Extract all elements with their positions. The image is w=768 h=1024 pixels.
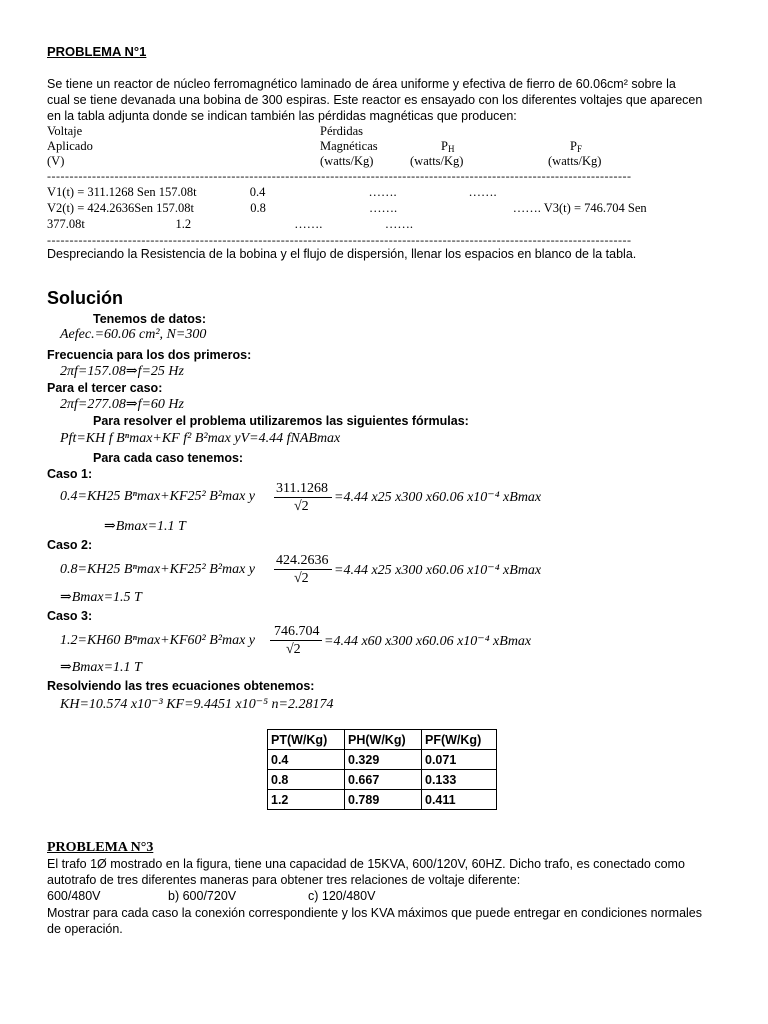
hdr-aplicado: Aplicado — [47, 139, 93, 153]
caso3-fraction-bar — [270, 640, 322, 641]
table-cell: 0.667 — [345, 770, 422, 790]
caso1-numerator: 311.1268 — [276, 481, 328, 496]
freq1-label: Frecuencia para los dos primeros: — [47, 348, 252, 362]
table-divider-top: ---------------------------------------------------------------------------------------------------------------------------------- — [47, 169, 632, 183]
caso2-denominator: √2 — [294, 571, 309, 586]
hdr-voltaje: Voltaje — [47, 124, 83, 138]
solution-title: Solución — [47, 288, 123, 308]
table-cell: 0.4 — [268, 750, 345, 770]
table-header-row — [268, 730, 497, 750]
problem3-line4: de operación. — [47, 922, 123, 936]
caso3-numerator: 746.704 — [274, 624, 320, 639]
table-row — [268, 750, 497, 770]
caso2-numerator: 424.2636 — [276, 553, 329, 568]
problem3-title: PROBLEMA N°3 — [47, 840, 154, 855]
caso3-label: Caso 3: — [47, 609, 93, 623]
table-cell: 0.329 — [345, 750, 422, 770]
hdr-perdidas: Pérdidas — [320, 124, 364, 138]
caso1-eq-right: =4.44 x25 x300 x60.06 x10⁻⁴ xBmax — [334, 490, 542, 505]
table-cell: 0.133 — [422, 770, 497, 790]
table-row — [268, 790, 497, 810]
table-header-pt: PT(W/Kg) — [268, 730, 345, 750]
table-cell: 0.789 — [345, 790, 422, 810]
hdr-unit-ph: (watts/Kg) — [410, 154, 464, 168]
caso1-denominator: √2 — [294, 499, 309, 514]
hdr-pf: PF — [570, 139, 582, 154]
caso3-denominator: √2 — [286, 642, 301, 657]
caso1-label: Caso 1: — [47, 467, 93, 481]
formula-equation: Pft=KH f Bⁿmax+KF f² B²max yV=4.44 fNABmax — [60, 431, 341, 446]
problem1-intro-line2: cual se tiene devanada una bobina de 300 espiras. Este reactor es ensayado con los diferentes voltajes que aparecen — [47, 93, 703, 107]
problem3-line1: El trafo 1Ø mostrado en la figura, tiene una capacidad de 15KVA, 600/120V, 60HZ. Dicho trafo, es conectado como — [47, 857, 685, 871]
formulas-label: Para resolver el problema utilizaremos las siguientes fórmulas: — [93, 414, 469, 428]
caso2-fraction-bar — [274, 569, 332, 570]
caso1-eq-left: 0.4=KH25 Bⁿmax+KF25² B²max y — [60, 489, 256, 504]
freq2-label: Para el tercer caso: — [47, 381, 163, 395]
freq1-equation: 2πf=157.08⇒f=25 Hz — [60, 364, 184, 379]
hdr-ph: PH — [441, 139, 455, 154]
table-divider-bottom: ---------------------------------------------------------------------------------------------------------------------------------- — [47, 233, 632, 247]
problem3-line2: autotrafo de tres diferentes maneras para obtener tres relaciones de voltaje diferente: — [47, 873, 521, 887]
hdr-unit-pf: (watts/Kg) — [548, 154, 602, 168]
table-row-2: V2(t) = 424.2636Sen 157.08t 0.8 ……. ……. V3(t) = 746.704 Sen — [47, 201, 647, 215]
table-row-3: 377.08t 1.2 ……. ……. — [47, 217, 413, 231]
caso2-label: Caso 2: — [47, 538, 93, 552]
caso2-eq-right: =4.44 x25 x300 x60.06 x10⁻⁴ xBmax — [334, 563, 542, 578]
table-cell: 0.8 — [268, 770, 345, 790]
problem1-intro-line3: en la tabla adjunta donde se indican también las pérdidas magnéticas que producen: — [47, 109, 517, 123]
problem1-title: PROBLEMA N°1 — [47, 44, 147, 59]
problem3-line3: Mostrar para cada caso la conexión correspondiente y los KVA máximos que puede entregar en condiciones normales — [47, 906, 702, 920]
caso3-eq-right: =4.44 x60 x300 x60.06 x10⁻⁴ xBmax — [324, 634, 532, 649]
caso2-eq-left: 0.8=KH25 Bⁿmax+KF25² B²max y — [60, 562, 256, 577]
table-cell: 0.071 — [422, 750, 497, 770]
table-cell: 1.2 — [268, 790, 345, 810]
table-header-ph: PH(W/Kg) — [345, 730, 422, 750]
table-row-1: V1(t) = 311.1268 Sen 157.08t 0.4 ……. ……. — [47, 185, 497, 199]
problem3-option-c: c) 120/480V — [308, 889, 376, 903]
caso-label: Para cada caso tenemos: — [93, 451, 244, 465]
results-table — [267, 729, 497, 810]
caso3-result: ⇒Bmax=1.1 T — [60, 660, 142, 675]
hdr-unit-pft: (watts/Kg) — [320, 154, 374, 168]
resolviendo-label: Resolviendo las tres ecuaciones obtenemos: — [47, 679, 315, 693]
table-cell: 0.411 — [422, 790, 497, 810]
datos-equation: Aefec.=60.06 cm², N=300 — [60, 327, 207, 342]
caso2-result: ⇒Bmax=1.5 T — [60, 590, 142, 605]
hdr-unit-v: (V) — [47, 154, 65, 168]
table-header-pf: PF(W/Kg) — [422, 730, 497, 750]
caso3-eq-left: 1.2=KH60 Bⁿmax+KF60² B²max y — [60, 633, 256, 648]
problem1-intro-line1: Se tiene un reactor de núcleo ferromagnético laminado de área uniforme y efectiva de fierro de 60.06cm² sobre la — [47, 77, 676, 91]
hdr-magneticas: Magnéticas — [320, 139, 378, 153]
problem3-option-b: b) 600/720V — [168, 889, 237, 903]
caso1-result: ⇒Bmax=1.1 T — [104, 519, 186, 534]
freq2-equation: 2πf=277.08⇒f=60 Hz — [60, 397, 184, 412]
datos-label: Tenemos de datos: — [93, 312, 206, 326]
problem3-option-a: 600/480V — [47, 889, 101, 903]
table-row — [268, 770, 497, 790]
problem1-note: Despreciando la Resistencia de la bobina y el flujo de dispersión, llenar los espacios en blanco de la tabla. — [47, 247, 637, 261]
caso1-fraction-bar — [274, 497, 332, 498]
constants-equation: KH=10.574 x10⁻³ KF=9.4451 x10⁻⁵ n=2.28174 — [60, 697, 334, 712]
